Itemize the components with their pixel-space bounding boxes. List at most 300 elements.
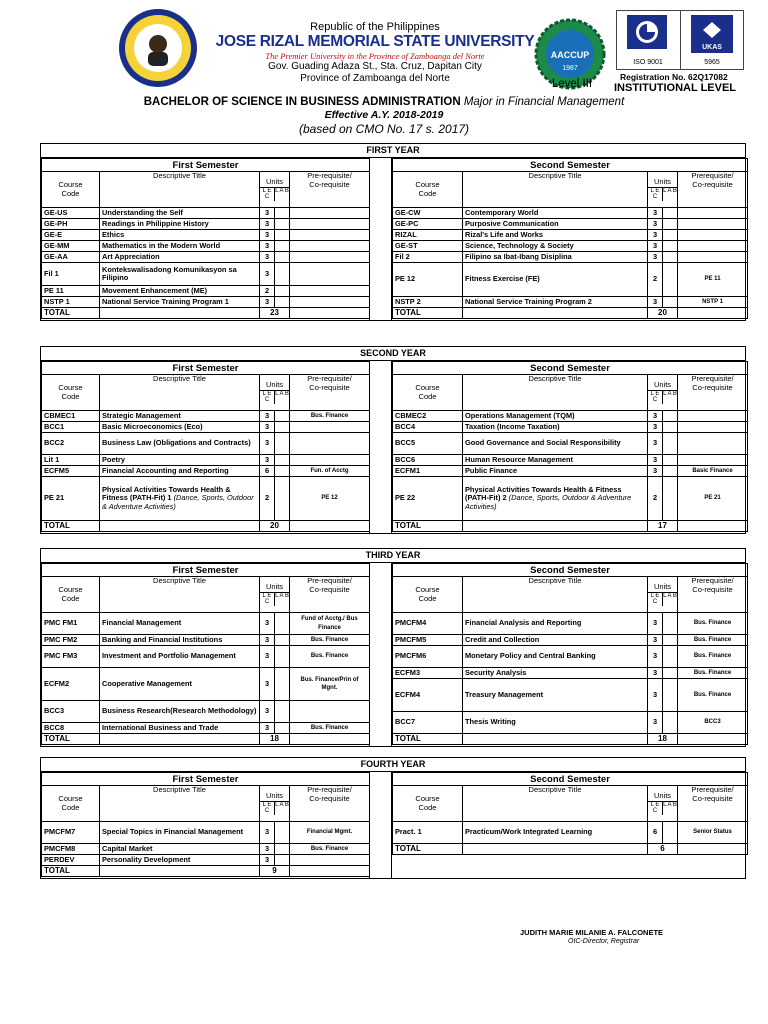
units-header <box>648 577 678 613</box>
accreditation-level: Level III <box>551 78 593 90</box>
course-title-text: Personality Development <box>102 854 191 864</box>
second-semester-table <box>392 772 748 855</box>
course-prerequisite <box>678 230 748 241</box>
course-title <box>100 286 260 297</box>
course-title-text: Financial Management <box>102 618 182 628</box>
total-row <box>42 734 370 745</box>
lec-lab-split <box>260 593 289 606</box>
course-prerequisite <box>678 241 748 252</box>
course-title-text: Thesis Writing <box>465 717 516 727</box>
second-semester-table <box>392 563 748 745</box>
lab-header: L A B <box>663 592 677 599</box>
course-row <box>42 286 370 297</box>
course-code: Pract. 1 <box>393 822 463 844</box>
program-name: BACHELOR OF SCIENCE IN BUSINESS ADMINISTRATION <box>143 96 461 108</box>
course-prerequisite: Bus. Finance <box>678 668 748 679</box>
course-units-lab <box>663 635 678 646</box>
total-row <box>393 734 748 745</box>
course-prerequisite: PE 21 <box>678 477 748 521</box>
course-row <box>393 241 748 252</box>
course-units-lec: 3 <box>648 635 663 646</box>
course-row <box>42 477 370 521</box>
course-title-text: Rizal's Life and Works <box>465 229 544 239</box>
course-prerequisite <box>290 230 370 241</box>
semester-heading-row <box>42 159 370 172</box>
prerequisite-header <box>678 786 748 822</box>
units-header <box>648 375 678 411</box>
units-header-label: Units <box>260 583 289 593</box>
corequisite-label: Co-requisite <box>692 179 733 189</box>
course-code: ECFM3 <box>393 668 463 679</box>
total-label: TOTAL <box>393 308 463 319</box>
prerequisite-label: Prerequisite/ <box>691 374 734 383</box>
course-row <box>393 263 748 297</box>
units-header-label: Units <box>648 792 677 802</box>
aaccup-year: 1987 <box>562 65 578 72</box>
course-row <box>42 646 370 668</box>
course-units-lec: 3 <box>648 466 663 477</box>
lec-lab-split <box>648 802 677 815</box>
signatory-title: OIC-Director, Registrar <box>568 938 640 945</box>
semester-heading-row <box>42 564 370 577</box>
course-code: PMC FM3 <box>42 646 100 668</box>
course-code-header <box>42 375 100 411</box>
ukas-logo <box>683 12 741 68</box>
effective-year: Effective A.Y. 2018-2019 <box>324 109 444 121</box>
units-header-label: Units <box>648 178 677 188</box>
course-units-lec: 3 <box>648 668 663 679</box>
course-code: PMCFM6 <box>393 646 463 668</box>
course-title-text: Human Resource Management <box>465 454 574 464</box>
semester-heading: Second Semester <box>393 362 748 375</box>
course-units-lab <box>663 230 678 241</box>
units-header <box>260 786 290 822</box>
course-prerequisite: Bus. Finance <box>290 635 370 646</box>
course-units-lab <box>275 219 290 230</box>
course-code: CBMEC1 <box>42 411 100 422</box>
course-units-lab <box>275 252 290 263</box>
course-code: PMCFM7 <box>42 822 100 844</box>
course-units-lab <box>275 822 290 844</box>
column-header-row <box>393 375 748 411</box>
course-prerequisite: Bus. Finance/Prin of Mgnt. <box>290 668 370 701</box>
signatory-name: JUDITH MARIE MILANIE A. FALCONETE <box>520 928 664 937</box>
certification-logos <box>616 10 744 70</box>
course-row <box>42 252 370 263</box>
total-units: 23 <box>260 308 290 319</box>
course-units-lec: 3 <box>648 219 663 230</box>
course-units-lab <box>275 668 290 701</box>
course-title <box>463 822 648 844</box>
course-row <box>42 263 370 286</box>
prerequisite-header <box>678 375 748 411</box>
code-header-label: Code <box>418 188 437 198</box>
course-title <box>463 455 648 466</box>
course-prerequisite <box>678 411 748 422</box>
column-header-row <box>42 172 370 208</box>
lec-header: L E C <box>260 391 275 404</box>
course-units-lab <box>275 455 290 466</box>
university-tagline: The Premier University in the Province of Zamboanga del Norte <box>265 51 485 61</box>
course-title <box>100 466 260 477</box>
course-prerequisite: Basic Finance <box>678 466 748 477</box>
course-title-text: Operations Management (TQM) <box>465 410 575 420</box>
course-row <box>393 646 748 668</box>
total-label: TOTAL <box>42 866 100 877</box>
course-code: Fil 2 <box>393 252 463 263</box>
course-title <box>100 455 260 466</box>
column-header-row <box>42 375 370 411</box>
course-row <box>393 822 748 844</box>
column-header-row <box>42 786 370 822</box>
year-title: SECOND YEAR <box>41 347 745 361</box>
prerequisite-label: Prerequisite/ <box>691 785 734 794</box>
course-title-text: Business Law (Obligations and Contracts) <box>102 438 251 448</box>
year-block <box>40 757 746 879</box>
course-row <box>393 433 748 455</box>
course-units-lab <box>275 263 290 286</box>
course-code: BCC7 <box>393 712 463 734</box>
course-code: ECFM4 <box>393 679 463 712</box>
course-units-lec: 3 <box>648 455 663 466</box>
total-label: TOTAL <box>393 844 463 855</box>
course-title-text: Credit and Collection <box>465 634 540 644</box>
lab-header: L A B <box>275 592 289 599</box>
course-title <box>463 241 648 252</box>
course-title-text: Physical Activities Towards Health & Fitness (PATH-Fit) 1 <box>102 484 231 503</box>
second-semester-table <box>392 361 748 532</box>
course-prerequisite <box>290 263 370 286</box>
course-title <box>100 844 260 855</box>
descriptive-title-header: Descriptive Title <box>463 786 648 822</box>
course-title <box>100 613 260 635</box>
semesters <box>41 772 745 878</box>
course-row <box>42 230 370 241</box>
course-code: PMC FM2 <box>42 635 100 646</box>
course-units-lec: 3 <box>648 613 663 635</box>
course-row <box>42 668 370 701</box>
course-title-text: Kontekswalisadong Komunikasyon sa Filipino <box>102 264 237 282</box>
corequisite-label: Co-requisite <box>309 179 350 189</box>
units-header-label: Units <box>260 792 289 802</box>
course-code: ECFM2 <box>42 668 100 701</box>
lab-header: L A B <box>275 187 289 194</box>
course-row <box>393 613 748 635</box>
course-code-header <box>42 786 100 822</box>
course-title <box>463 668 648 679</box>
course-units-lec: 3 <box>260 208 275 219</box>
ukas-number: 5965 <box>703 59 720 66</box>
course-header-label: Course <box>415 180 440 189</box>
semester-divider <box>369 563 392 746</box>
course-code: CBMEC2 <box>393 411 463 422</box>
course-units-lec: 2 <box>260 477 275 521</box>
registration-number: Registration No. 62Q17082 <box>620 72 728 82</box>
course-title-text: Filipino sa Ibat-Ibang Disiplina <box>465 251 572 261</box>
course-row <box>42 422 370 433</box>
semester-heading-row <box>393 564 748 577</box>
course-code-header <box>42 577 100 613</box>
total-label: TOTAL <box>42 734 100 745</box>
course-title <box>100 241 260 252</box>
course-units-lec: 3 <box>260 252 275 263</box>
course-prerequisite <box>678 252 748 263</box>
semesters <box>41 563 745 746</box>
course-units-lab <box>663 422 678 433</box>
prerequisite-label: Pre-requisite/ <box>307 374 352 383</box>
course-units-lab <box>275 297 290 308</box>
course-header-label: Course <box>415 794 440 803</box>
course-title <box>463 230 648 241</box>
course-prerequisite <box>290 701 370 723</box>
course-units-lec: 3 <box>260 230 275 241</box>
corequisite-label: Co-requisite <box>309 584 350 594</box>
course-code: BCC5 <box>393 433 463 455</box>
course-units-lab <box>663 455 678 466</box>
course-units-lec: 3 <box>260 855 275 866</box>
course-units-lab <box>663 297 678 308</box>
semester-divider <box>369 361 392 533</box>
descriptive-title-header: Descriptive Title <box>463 577 648 613</box>
prerequisite-label: Pre-requisite/ <box>307 171 352 180</box>
course-row <box>393 422 748 433</box>
units-header <box>260 577 290 613</box>
iso-label: ISO 9001 <box>633 59 664 66</box>
course-prerequisite: Financial Mgmt. <box>290 822 370 844</box>
course-title <box>100 219 260 230</box>
total-blank-prereq <box>678 521 748 532</box>
total-row <box>393 844 748 855</box>
semester-heading: First Semester <box>42 159 370 172</box>
course-row <box>42 613 370 635</box>
course-code: BCC6 <box>393 455 463 466</box>
course-units-lab <box>663 219 678 230</box>
course-code: PMCFM5 <box>393 635 463 646</box>
course-code-header <box>393 172 463 208</box>
course-title-text: Investment and Portfolio Management <box>102 651 236 661</box>
column-header-row <box>42 577 370 613</box>
course-title-text: Treasury Management <box>465 689 544 699</box>
course-code: GE-CW <box>393 208 463 219</box>
course-code: GE-E <box>42 230 100 241</box>
units-header-label: Units <box>260 178 289 188</box>
course-title <box>463 635 648 646</box>
course-title <box>100 701 260 723</box>
course-title-text: Capital Market <box>102 843 153 853</box>
course-units-lec: 3 <box>648 252 663 263</box>
course-header-label: Course <box>58 794 83 803</box>
course-units-lec: 3 <box>260 263 275 286</box>
code-header-label: Code <box>418 593 437 603</box>
course-code-header <box>393 577 463 613</box>
course-title-text: International Business and Trade <box>102 722 219 732</box>
course-code: BCC2 <box>42 433 100 455</box>
course-code-header <box>393 786 463 822</box>
course-prerequisite <box>678 422 748 433</box>
course-units-lec: 3 <box>260 297 275 308</box>
course-units-lec: 3 <box>260 668 275 701</box>
course-title-text: Financial Analysis and Reporting <box>465 618 582 628</box>
total-row <box>393 521 748 532</box>
course-prerequisite <box>290 286 370 297</box>
course-units-lab <box>663 679 678 712</box>
program-title <box>0 96 768 108</box>
total-blank <box>463 308 648 319</box>
course-units-lab <box>663 712 678 734</box>
course-code-header <box>393 375 463 411</box>
course-title <box>463 477 648 521</box>
course-units-lab <box>275 422 290 433</box>
descriptive-title-header: Descriptive Title <box>100 375 260 411</box>
course-title <box>100 208 260 219</box>
total-label: TOTAL <box>42 308 100 319</box>
course-prerequisite <box>678 433 748 455</box>
semester-heading: Second Semester <box>393 564 748 577</box>
course-prerequisite <box>290 208 370 219</box>
year-block <box>40 346 746 534</box>
course-prerequisite: NSTP 1 <box>678 297 748 308</box>
course-code: ECFM1 <box>393 466 463 477</box>
lec-header: L E C <box>260 188 275 201</box>
course-units-lec: 3 <box>648 411 663 422</box>
course-row <box>42 635 370 646</box>
course-title <box>100 855 260 866</box>
course-units-lec: 2 <box>648 477 663 521</box>
course-title-text: Art Appreciation <box>102 251 160 261</box>
units-header-label: Units <box>648 583 677 593</box>
total-units: 20 <box>260 521 290 532</box>
column-header-row <box>393 786 748 822</box>
prerequisite-header <box>290 577 370 613</box>
ukas-label: UKAS <box>701 44 722 51</box>
semester-heading-row <box>393 773 748 786</box>
republic-line: Republic of the Philippines <box>310 21 440 33</box>
course-row <box>393 252 748 263</box>
course-title-text: Science, Technology & Society <box>465 240 574 250</box>
course-header-label: Course <box>415 585 440 594</box>
course-prerequisite <box>290 433 370 455</box>
program-major: Major in Financial Management <box>463 96 625 108</box>
first-semester-table <box>41 563 370 745</box>
course-title <box>463 411 648 422</box>
course-header-label: Course <box>58 383 83 392</box>
total-blank <box>100 521 260 532</box>
course-units-lab <box>275 466 290 477</box>
total-units: 17 <box>648 521 678 532</box>
course-title <box>100 668 260 701</box>
semester-heading: First Semester <box>42 362 370 375</box>
course-units-lec: 3 <box>648 422 663 433</box>
course-row <box>42 411 370 422</box>
course-prerequisite <box>678 208 748 219</box>
course-units-lec: 3 <box>260 646 275 668</box>
course-units-lec: 3 <box>260 433 275 455</box>
course-row <box>42 455 370 466</box>
course-title <box>463 422 648 433</box>
units-header <box>648 172 678 208</box>
course-prerequisite: BCC3 <box>678 712 748 734</box>
semester-heading: First Semester <box>42 773 370 786</box>
course-units-lec: 3 <box>260 635 275 646</box>
course-title-text: Understanding the Self <box>102 207 183 217</box>
course-code: PE 22 <box>393 477 463 521</box>
semester-heading: First Semester <box>42 564 370 577</box>
university-seal <box>118 8 198 88</box>
course-title <box>100 263 260 286</box>
course-code: PE 21 <box>42 477 100 521</box>
lec-lab-split <box>260 188 289 201</box>
course-row <box>393 230 748 241</box>
semester-heading-row <box>393 159 748 172</box>
course-title-note: (Dance, Sports, Outdoor & Adventure Activities) <box>102 493 254 511</box>
course-title <box>100 723 260 734</box>
corequisite-label: Co-requisite <box>309 793 350 803</box>
code-header-label: Code <box>61 593 80 603</box>
prerequisite-label: Prerequisite/ <box>691 171 734 180</box>
course-code: NSTP 2 <box>393 297 463 308</box>
course-prerequisite <box>290 252 370 263</box>
course-title-text: Public Finance <box>465 465 518 475</box>
course-prerequisite: Bus. Finance <box>678 679 748 712</box>
descriptive-title-header: Descriptive Title <box>463 172 648 208</box>
course-title <box>100 230 260 241</box>
course-header-label: Course <box>58 180 83 189</box>
course-title-text: Fitness Exercise (FE) <box>465 274 540 284</box>
course-code: PERDEV <box>42 855 100 866</box>
total-row <box>42 308 370 319</box>
course-title <box>463 263 648 297</box>
prerequisite-header <box>290 786 370 822</box>
units-header <box>260 375 290 411</box>
column-header-row <box>393 577 748 613</box>
course-title <box>100 252 260 263</box>
course-code: GE-US <box>42 208 100 219</box>
course-prerequisite: Fun. of Acctg <box>290 466 370 477</box>
course-title <box>100 635 260 646</box>
total-row <box>42 866 370 877</box>
course-title-text: Cooperative Management <box>102 678 192 688</box>
total-blank <box>100 308 260 319</box>
course-units-lab <box>663 241 678 252</box>
course-units-lab <box>663 466 678 477</box>
corequisite-label: Co-requisite <box>692 793 733 803</box>
course-row <box>42 219 370 230</box>
course-prerequisite: Bus. Finance <box>290 411 370 422</box>
course-units-lec: 3 <box>260 613 275 635</box>
course-code: PE 11 <box>42 286 100 297</box>
course-title <box>463 219 648 230</box>
course-title-text: Taxation (Income Taxation) <box>465 421 560 431</box>
course-units-lab <box>275 855 290 866</box>
course-title <box>100 646 260 668</box>
course-row <box>393 466 748 477</box>
course-units-lec: 3 <box>260 455 275 466</box>
course-title <box>463 466 648 477</box>
course-code: BCC3 <box>42 701 100 723</box>
semesters <box>41 361 745 533</box>
course-code: PE 12 <box>393 263 463 297</box>
course-header-label: Course <box>58 585 83 594</box>
course-units-lec: 3 <box>260 822 275 844</box>
course-code: Fil 1 <box>42 263 100 286</box>
course-units-lab <box>275 635 290 646</box>
descriptive-title-header: Descriptive Title <box>100 172 260 208</box>
year-title: THIRD YEAR <box>41 549 745 563</box>
course-code: GE-MM <box>42 241 100 252</box>
course-row <box>42 822 370 844</box>
course-title-text: Movement Enhancement (ME) <box>102 285 208 295</box>
course-title-text: Security Analysis <box>465 667 527 677</box>
